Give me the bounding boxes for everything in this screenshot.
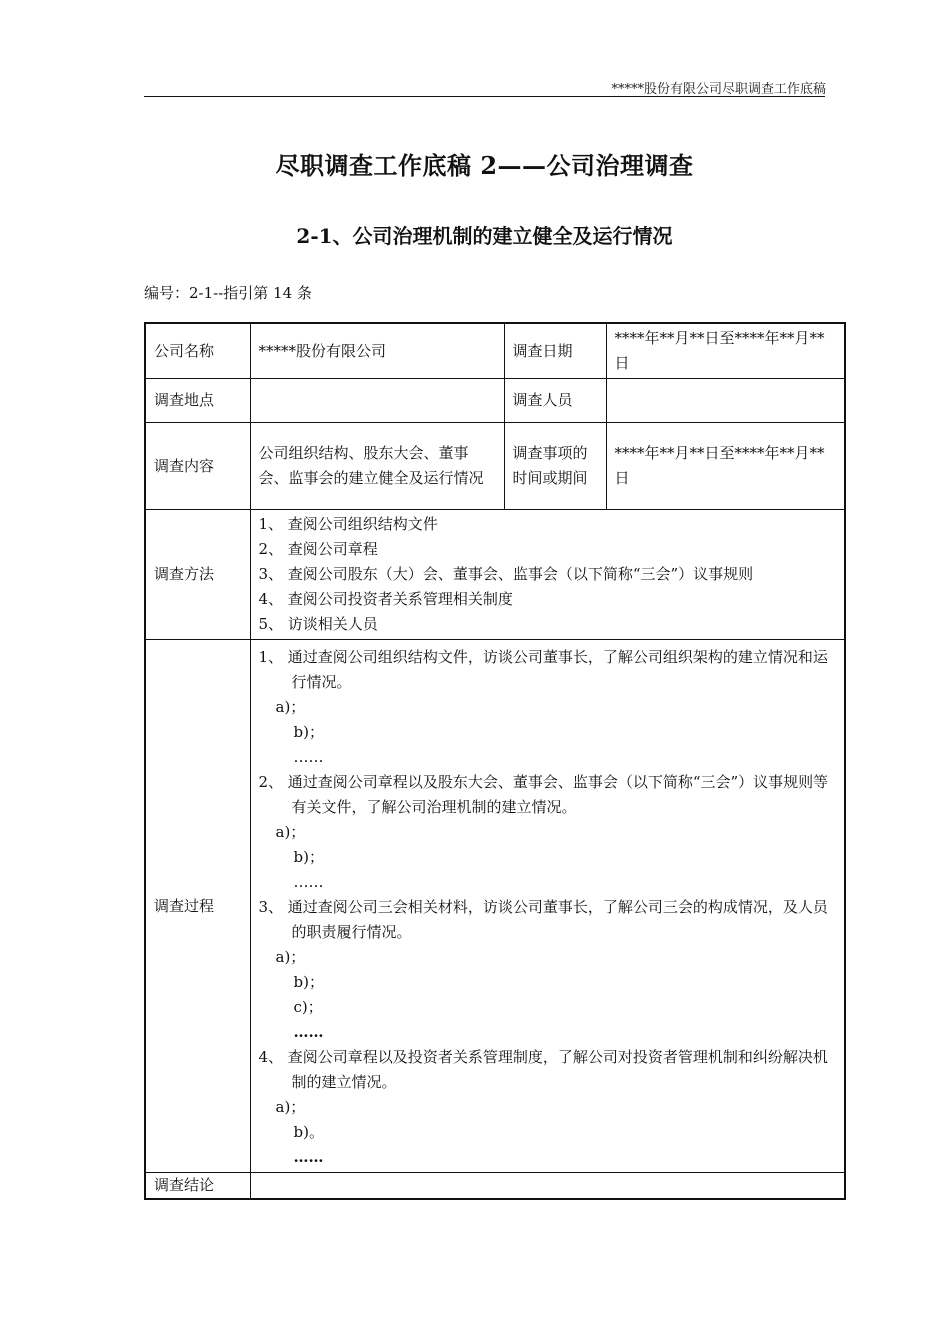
survey-staff-value bbox=[606, 379, 845, 423]
survey-content-value: 公司组织结构、股东大会、董事会、监事会的建立健全及运行情况 bbox=[250, 423, 504, 510]
survey-process-detail bbox=[250, 640, 845, 1173]
list-item: 1、 查阅公司组织结构文件 bbox=[258, 515, 438, 533]
process-item-1: 1、 通过查阅公司组织结构文件，访谈公司董事长，了解公司组织架构的建立情况和运行情况。 bbox=[258, 648, 828, 691]
process-item-3: 3、 通过查阅公司三会相关材料，访谈公司董事长，了解公司三会的构成情况，及人员的职责履行情况。 bbox=[258, 898, 828, 941]
document-title: 尽职调查工作底稿 2——公司治理调查 bbox=[275, 151, 694, 180]
document-subtitle: 2-1、公司治理机制的建立健全及运行情况 bbox=[296, 224, 673, 248]
process-item-3-more: …… bbox=[293, 1023, 324, 1041]
table-row bbox=[145, 640, 845, 1173]
process-item-3-a: a)； bbox=[275, 948, 306, 966]
survey-period-value: ****年**月**日至****年**月**日 bbox=[606, 423, 845, 510]
survey-conclusion-label: 调查结论 bbox=[145, 1173, 250, 1200]
list-item: 3、 查阅公司股东（大）会、董事会、监事会（以下简称“三会”）议事规则 bbox=[258, 565, 754, 583]
process-item-3-b: b)； bbox=[293, 973, 324, 991]
survey-process-label: 调查过程 bbox=[145, 640, 250, 1173]
process-item-1-more: …… bbox=[293, 748, 324, 766]
document-code: 编号：2-1--指引第 14 条 bbox=[144, 284, 312, 302]
table-row bbox=[145, 423, 845, 510]
process-item-4-more: …… bbox=[293, 1148, 324, 1166]
process-item-3-c: c)； bbox=[293, 998, 323, 1016]
list-item: 5、 访谈相关人员 bbox=[258, 615, 378, 633]
process-item-2-a: a)； bbox=[275, 823, 306, 841]
survey-method-label: 调查方法 bbox=[145, 510, 250, 640]
survey-conclusion-value bbox=[250, 1173, 845, 1200]
process-item-4: 4、 查阅公司章程以及投资者关系管理制度，了解公司对投资者管理机制和纠纷解决机制的建立情况。 bbox=[258, 1048, 828, 1091]
process-item-2-more: …… bbox=[293, 873, 324, 891]
company-name-label: 公司名称 bbox=[145, 323, 250, 379]
survey-date-label: 调查日期 bbox=[504, 323, 606, 379]
process-item-2-b: b)； bbox=[293, 848, 324, 866]
survey-period-label: 调查事项的时间或期间 bbox=[504, 423, 606, 510]
process-item-4-b: b)。 bbox=[293, 1123, 324, 1141]
header-divider bbox=[144, 96, 825, 97]
survey-date-value: ****年**月**日至****年**月**日 bbox=[606, 323, 845, 379]
table-row bbox=[145, 379, 845, 423]
survey-place-label: 调查地点 bbox=[145, 379, 250, 423]
process-item-1-b: b)； bbox=[293, 723, 324, 741]
process-item-4-a: a)； bbox=[275, 1098, 306, 1116]
table-row bbox=[145, 510, 845, 640]
list-item: 4、 查阅公司投资者关系管理相关制度 bbox=[258, 590, 513, 608]
survey-content-label: 调查内容 bbox=[145, 423, 250, 510]
survey-staff-label: 调查人员 bbox=[504, 379, 606, 423]
running-header: *****股份有限公司尽职调查工作底稿 bbox=[611, 82, 826, 97]
survey-method-list bbox=[250, 510, 845, 640]
table-row bbox=[145, 323, 845, 379]
list-item: 2、 查阅公司章程 bbox=[258, 540, 378, 558]
due-diligence-table bbox=[144, 322, 846, 1200]
process-item-1-a: a)； bbox=[275, 698, 306, 716]
survey-place-value bbox=[250, 379, 504, 423]
table-row bbox=[145, 1173, 845, 1200]
company-name-value: *****股份有限公司 bbox=[250, 323, 504, 379]
process-item-2: 2、 通过查阅公司章程以及股东大会、董事会、监事会（以下简称“三会”）议事规则等有关文件，了解公司治理机制的建立情况。 bbox=[258, 773, 829, 816]
